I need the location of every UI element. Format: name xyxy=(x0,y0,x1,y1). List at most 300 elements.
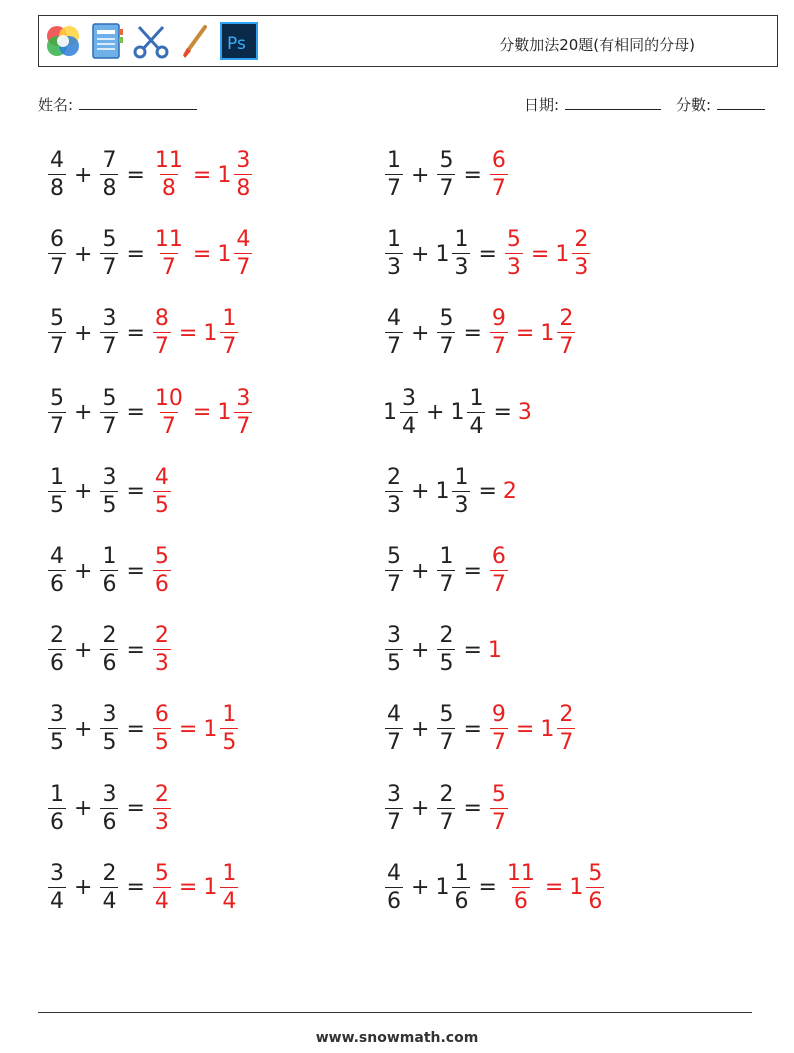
answer-fraction xyxy=(503,229,525,279)
numerator: 4 xyxy=(387,702,401,728)
fraction xyxy=(48,308,66,358)
addend-1 xyxy=(383,308,405,358)
denominator: 4 xyxy=(50,888,64,914)
whole-number: 1 xyxy=(569,875,584,901)
equals-sign-2: = xyxy=(544,875,564,901)
fraction xyxy=(48,385,66,439)
fraction xyxy=(100,704,118,754)
equals-sign-2: = xyxy=(192,400,212,426)
denominator: 7 xyxy=(491,809,506,835)
plus-sign: + xyxy=(411,796,430,822)
problem-item xyxy=(383,699,577,759)
addend-1 xyxy=(383,625,405,675)
numerator: 5 xyxy=(439,148,454,173)
fraction xyxy=(48,781,66,835)
denominator: 7 xyxy=(491,730,506,756)
fraction xyxy=(153,546,171,596)
fraction xyxy=(437,546,455,596)
denominator: 5 xyxy=(50,492,64,518)
numerator: 3 xyxy=(236,148,251,173)
denominator: 7 xyxy=(236,255,251,281)
fraction xyxy=(100,546,118,596)
fraction xyxy=(586,860,604,914)
numerator: 3 xyxy=(50,860,64,886)
addend-2 xyxy=(435,464,472,518)
color-wheel-icon xyxy=(43,21,83,61)
denominator: 8 xyxy=(161,176,176,201)
numerator: 1 xyxy=(387,227,401,253)
whole-number: 1 xyxy=(217,241,232,267)
answer xyxy=(503,860,606,914)
plus-sign: + xyxy=(426,400,445,426)
addend-1 xyxy=(46,464,68,518)
whole-number: 1 xyxy=(435,241,450,267)
equals-sign: = xyxy=(126,320,145,346)
problem-item xyxy=(383,224,592,284)
equals-sign: = xyxy=(478,241,497,267)
answer-mixed-number xyxy=(540,308,577,358)
fraction xyxy=(385,860,403,914)
addend-2 xyxy=(435,860,472,914)
denominator: 7 xyxy=(50,334,64,360)
numerator: 3 xyxy=(236,385,251,411)
fraction xyxy=(100,860,118,914)
fraction xyxy=(153,150,185,200)
date-blank[interactable] xyxy=(565,95,661,110)
problem-item xyxy=(46,145,254,205)
whole-number: 1 xyxy=(435,875,450,901)
fraction xyxy=(100,781,118,835)
fraction xyxy=(48,546,66,596)
equals-sign: = xyxy=(126,796,145,822)
problem-item xyxy=(383,145,510,205)
denominator: 7 xyxy=(161,255,176,281)
denominator: 3 xyxy=(454,492,469,518)
numerator: 1 xyxy=(387,148,401,173)
denominator: 5 xyxy=(102,730,117,756)
fraction xyxy=(48,704,66,754)
plus-sign: + xyxy=(74,479,93,505)
denominator: 8 xyxy=(236,176,251,201)
denominator: 8 xyxy=(50,176,64,201)
answer-fraction xyxy=(151,308,173,358)
denominator: 7 xyxy=(387,176,401,201)
plus-sign: + xyxy=(411,320,430,346)
whole-number: 1 xyxy=(217,400,232,426)
problem-item xyxy=(383,462,518,522)
fraction xyxy=(153,385,185,439)
fraction xyxy=(505,860,537,914)
fraction xyxy=(437,150,455,200)
problem-item xyxy=(46,303,240,363)
answer xyxy=(518,400,533,425)
score-blank[interactable] xyxy=(717,95,765,110)
denominator: 7 xyxy=(102,334,117,360)
answer xyxy=(503,479,518,504)
equals-sign: = xyxy=(493,400,512,426)
numerator: 4 xyxy=(50,544,64,569)
answer-fraction xyxy=(151,229,187,279)
problem-item xyxy=(46,699,240,759)
equals-sign: = xyxy=(463,796,482,822)
date-label: 日期: xyxy=(524,96,560,114)
numerator: 5 xyxy=(491,781,506,807)
fraction xyxy=(400,385,418,439)
answer-fraction xyxy=(151,546,173,596)
numerator: 2 xyxy=(439,781,454,807)
answer-fraction xyxy=(488,308,510,358)
numerator: 2 xyxy=(102,860,117,886)
problem-item xyxy=(383,858,606,918)
answer-fraction xyxy=(488,150,510,200)
numerator: 4 xyxy=(154,464,169,490)
denominator: 7 xyxy=(154,334,169,360)
denominator: 7 xyxy=(102,413,117,439)
addend-2 xyxy=(98,385,120,439)
addend-2 xyxy=(98,625,120,675)
answer xyxy=(151,150,254,200)
answer xyxy=(151,229,254,279)
addend-1 xyxy=(46,781,68,835)
icon-strip xyxy=(43,20,259,62)
fraction xyxy=(490,704,508,754)
numerator: 5 xyxy=(102,385,117,411)
numerator: 2 xyxy=(559,702,574,728)
numerator: 5 xyxy=(588,860,603,886)
fraction xyxy=(452,860,470,914)
fraction xyxy=(437,625,455,675)
answer-mixed-number xyxy=(217,150,254,200)
denominator: 7 xyxy=(387,572,401,597)
fraction xyxy=(234,385,252,439)
plus-sign: + xyxy=(411,875,430,901)
fraction xyxy=(385,464,403,518)
answer xyxy=(151,781,173,835)
denominator: 3 xyxy=(574,255,589,281)
numerator: 3 xyxy=(102,702,117,728)
answer xyxy=(503,229,592,279)
fraction xyxy=(385,704,403,754)
problem-item xyxy=(46,224,254,284)
footer-url: www.snowmath.com xyxy=(315,1030,479,1046)
problem-item xyxy=(383,620,503,680)
whole-number: 1 xyxy=(383,400,397,426)
denominator: 7 xyxy=(439,176,454,201)
plus-sign: + xyxy=(411,479,430,505)
scissors-icon xyxy=(131,21,171,61)
numerator: 2 xyxy=(102,623,117,649)
numerator: 6 xyxy=(154,702,169,728)
numerator: 4 xyxy=(236,227,251,253)
fraction xyxy=(385,546,403,596)
numerator: 1 xyxy=(50,464,64,490)
plus-sign: + xyxy=(411,637,430,663)
fraction xyxy=(48,150,66,200)
plus-sign: + xyxy=(74,400,93,426)
numerator: 2 xyxy=(154,781,169,807)
fraction xyxy=(385,150,403,200)
addend-1 xyxy=(46,385,68,439)
numerator: 5 xyxy=(439,306,454,332)
denominator: 7 xyxy=(387,730,401,756)
fraction xyxy=(48,229,66,279)
numerator: 2 xyxy=(574,227,589,253)
fraction xyxy=(385,781,403,835)
addend-1 xyxy=(383,546,405,596)
answer xyxy=(151,546,173,596)
numerator: 11 xyxy=(154,227,183,253)
numerator: 5 xyxy=(50,385,64,411)
denominator: 3 xyxy=(387,255,401,281)
denominator: 5 xyxy=(154,492,169,518)
equals-sign: = xyxy=(126,558,145,584)
denominator: 4 xyxy=(102,888,117,914)
fraction xyxy=(437,308,455,358)
answer xyxy=(488,781,510,835)
addend-2 xyxy=(435,229,472,279)
fraction xyxy=(48,860,66,914)
numerator: 4 xyxy=(387,860,401,886)
denominator: 3 xyxy=(154,651,169,677)
answer-fraction xyxy=(488,638,503,663)
worksheet-header xyxy=(38,15,778,67)
problem-item xyxy=(383,779,510,839)
addend-1 xyxy=(383,781,405,835)
denominator: 7 xyxy=(387,809,401,835)
plus-sign: + xyxy=(74,875,93,901)
denominator: 5 xyxy=(439,651,454,677)
numerator: 11 xyxy=(506,860,535,886)
fraction xyxy=(100,625,118,675)
numerator: 6 xyxy=(50,227,64,253)
plus-sign: + xyxy=(74,716,93,742)
equals-sign-2: = xyxy=(192,241,212,267)
fraction xyxy=(153,308,171,358)
notebook-icon xyxy=(87,21,127,61)
equals-sign: = xyxy=(463,162,482,188)
denominator: 6 xyxy=(102,809,117,835)
problem-item xyxy=(46,858,240,918)
fraction xyxy=(153,625,171,675)
whole-number: 1 xyxy=(540,320,555,346)
numerator: 5 xyxy=(50,306,64,332)
denominator: 7 xyxy=(102,255,117,281)
problem-item xyxy=(46,541,173,601)
numerator: 1 xyxy=(439,544,454,569)
addend-2 xyxy=(98,308,120,358)
addend-2 xyxy=(435,704,457,754)
numerator: 1 xyxy=(469,385,484,411)
photoshop-icon xyxy=(219,21,259,61)
answer xyxy=(151,704,240,754)
answer-fraction xyxy=(151,464,173,518)
fraction xyxy=(100,385,118,439)
addend-1 xyxy=(46,625,68,675)
addend-1 xyxy=(383,704,405,754)
addend-2 xyxy=(98,546,120,596)
problem-item xyxy=(46,462,173,522)
fraction xyxy=(572,229,590,279)
fraction xyxy=(505,229,523,279)
denominator: 3 xyxy=(387,492,401,518)
answer-fraction xyxy=(488,781,510,835)
plus-sign: + xyxy=(74,241,93,267)
answer-fraction xyxy=(151,150,187,200)
whole-number: 1 xyxy=(450,400,465,426)
whole-number: 1 xyxy=(203,875,218,901)
fraction xyxy=(153,860,171,914)
answer xyxy=(151,625,173,675)
addend-1 xyxy=(46,860,68,914)
denominator: 7 xyxy=(559,334,574,360)
plus-sign: + xyxy=(74,796,93,822)
addend-2 xyxy=(450,385,487,439)
numerator: 3 xyxy=(402,385,416,411)
numerator: 3 xyxy=(50,702,64,728)
problem-item xyxy=(383,303,577,363)
addend-2 xyxy=(98,150,120,200)
answer-mixed-number xyxy=(203,704,240,754)
answer xyxy=(151,860,240,914)
denominator: 5 xyxy=(222,730,237,756)
denominator: 5 xyxy=(387,651,401,677)
denominator: 7 xyxy=(491,176,506,201)
equals-sign-2: = xyxy=(178,320,198,346)
equals-sign-2: = xyxy=(178,716,198,742)
answer-fraction xyxy=(518,400,533,425)
addend-1 xyxy=(383,229,405,279)
whole-number: 2 xyxy=(502,479,517,505)
numerator: 2 xyxy=(559,306,574,332)
addend-1 xyxy=(46,308,68,358)
name-field xyxy=(38,94,197,115)
addend-1 xyxy=(46,150,68,200)
answer xyxy=(488,704,577,754)
denominator: 5 xyxy=(154,730,169,756)
numerator: 5 xyxy=(154,544,169,569)
fraction xyxy=(48,625,66,675)
equals-sign: = xyxy=(463,637,482,663)
answer xyxy=(488,546,510,596)
denominator: 7 xyxy=(387,334,401,360)
denominator: 3 xyxy=(454,255,469,281)
addend-2 xyxy=(435,150,457,200)
addend-2 xyxy=(435,308,457,358)
numerator: 2 xyxy=(387,464,401,490)
problem-item xyxy=(46,779,173,839)
denominator: 6 xyxy=(50,572,64,597)
numerator: 6 xyxy=(491,544,506,569)
fraction xyxy=(153,704,171,754)
equals-sign-2: = xyxy=(192,162,212,188)
denominator: 6 xyxy=(50,651,64,677)
whole-number: 1 xyxy=(540,716,555,742)
numerator: 1 xyxy=(454,227,469,253)
numerator: 1 xyxy=(222,860,237,886)
equals-sign: = xyxy=(126,875,145,901)
name-blank[interactable] xyxy=(79,95,197,110)
addend-2 xyxy=(435,625,457,675)
numerator: 3 xyxy=(102,464,117,490)
score-label: 分數: xyxy=(676,96,712,114)
answer xyxy=(151,308,240,358)
numerator: 1 xyxy=(102,544,117,569)
answer-mixed-number xyxy=(203,860,240,914)
denominator: 3 xyxy=(506,255,521,281)
fraction xyxy=(100,229,118,279)
fraction xyxy=(234,150,252,200)
denominator: 7 xyxy=(491,334,506,360)
name-label: 姓名: xyxy=(38,96,74,114)
whole-number: 3 xyxy=(517,400,532,426)
addend-1 xyxy=(383,150,405,200)
fraction xyxy=(220,308,238,358)
denominator: 6 xyxy=(454,888,469,914)
denominator: 7 xyxy=(439,809,454,835)
whole-number: 1 xyxy=(487,637,502,663)
numerator: 1 xyxy=(454,860,469,886)
denominator: 7 xyxy=(559,730,574,756)
denominator: 6 xyxy=(50,809,64,835)
denominator: 6 xyxy=(513,888,528,914)
fraction xyxy=(100,464,118,518)
answer-fraction xyxy=(151,860,173,914)
date-field xyxy=(524,94,661,115)
addend-2 xyxy=(98,229,120,279)
plus-sign: + xyxy=(411,162,430,188)
numerator: 1 xyxy=(222,702,237,728)
svg-text:Ps: Ps xyxy=(227,34,246,54)
fraction xyxy=(437,704,455,754)
numerator: 3 xyxy=(102,306,117,332)
fraction xyxy=(490,308,508,358)
whole-number: 1 xyxy=(555,241,570,267)
plus-sign: + xyxy=(411,241,430,267)
fraction xyxy=(100,308,118,358)
numerator: 1 xyxy=(222,306,237,332)
denominator: 7 xyxy=(161,413,176,439)
problem-item xyxy=(383,383,533,443)
denominator: 6 xyxy=(588,888,603,914)
answer-fraction xyxy=(488,704,510,754)
addend-1 xyxy=(46,704,68,754)
equals-sign: = xyxy=(478,479,497,505)
addend-1 xyxy=(383,464,405,518)
equals-sign: = xyxy=(126,716,145,742)
equals-sign-2: = xyxy=(530,241,550,267)
plus-sign: + xyxy=(74,637,93,663)
fraction xyxy=(467,385,485,439)
denominator: 4 xyxy=(154,888,169,914)
equals-sign: = xyxy=(126,400,145,426)
answer xyxy=(151,385,254,439)
numerator: 3 xyxy=(387,623,401,649)
numerator: 11 xyxy=(154,148,183,173)
worksheet-title: 分數加法20題(有相同的分母) xyxy=(499,36,695,54)
numerator: 4 xyxy=(50,148,64,173)
numerator: 7 xyxy=(102,148,117,173)
denominator: 7 xyxy=(50,413,64,439)
denominator: 7 xyxy=(491,572,506,597)
fraction xyxy=(452,464,470,518)
answer-mixed-number xyxy=(203,308,240,358)
equals-sign: = xyxy=(126,637,145,663)
equals-sign-2: = xyxy=(515,320,535,346)
fraction xyxy=(153,464,171,518)
denominator: 5 xyxy=(50,730,64,756)
equals-sign-2: = xyxy=(178,875,198,901)
answer-mixed-number xyxy=(217,385,254,439)
